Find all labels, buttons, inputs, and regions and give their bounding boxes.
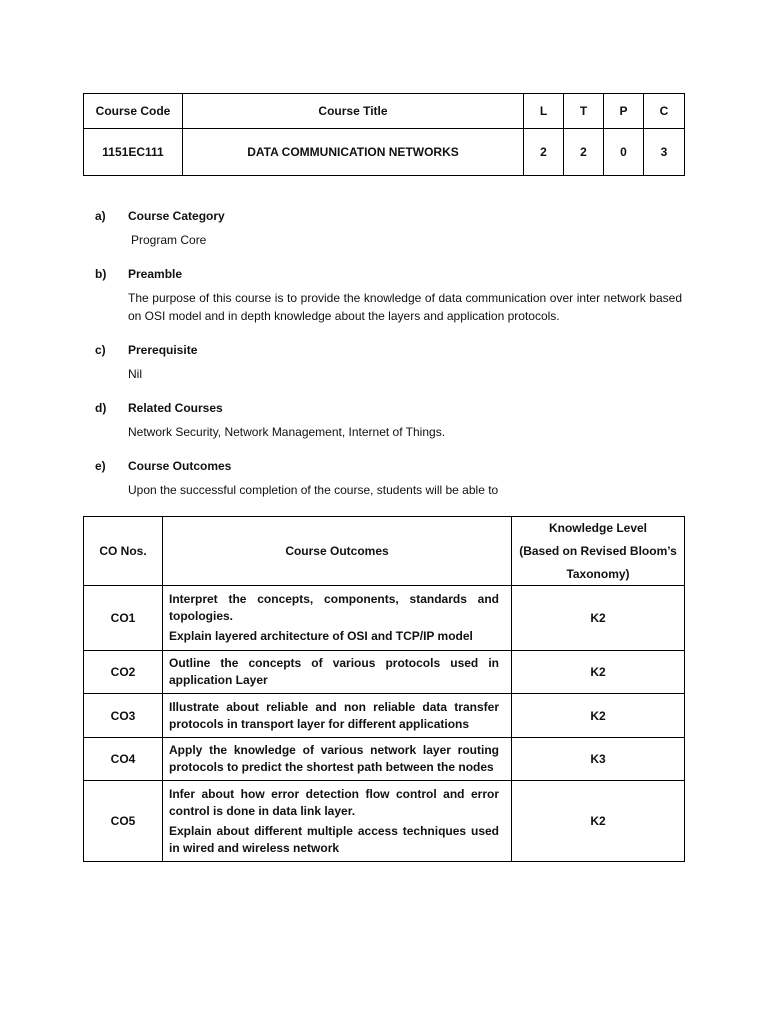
co-description-line: Illustrate about reliable and non reliable data transfer protocols in transport layer for different applications [169,699,499,731]
tutorial-header: T [564,94,604,129]
section-heading: Related Courses [128,401,223,415]
table-row [84,738,685,781]
section-preamble [95,267,685,325]
course-table-data-row [84,129,685,176]
co-number: CO5 [84,781,163,862]
co-description [163,738,512,781]
section-body: The purpose of this course is to provide the knowledge of data communication over inter network based on OSI model and in depth knowledge about the layers and application protocols. [128,291,682,323]
section-body: Nil [128,367,142,381]
section-body: Program Core [131,233,207,247]
knowledge-level: K2 [512,694,685,738]
credit-value: 3 [644,129,685,176]
section-related-courses [95,401,685,441]
co-description [163,694,512,738]
table-row [84,781,685,862]
section-heading: Prerequisite [128,343,198,357]
co-number: CO3 [84,694,163,738]
outcomes-header-row [84,517,685,586]
knowledge-level: K3 [512,738,685,781]
section-letter: b) [95,267,107,281]
course-title-value: DATA COMMUNICATION NETWORKS [183,129,524,176]
knowledge-level-header-line: Taxonomy) [566,567,630,581]
co-description [163,586,512,651]
co-description [163,781,512,862]
section-course-category [95,209,685,249]
knowledge-level: K2 [512,781,685,862]
table-row [84,651,685,694]
co-description-line: Interpret the concepts, components, standards and topologies. [169,592,499,623]
course-info-table [83,93,685,176]
knowledge-level-header-line: (Based on Revised Bloom’s [519,544,677,558]
course-code-value: 1151EC111 [84,129,183,176]
outcomes-header: Course Outcomes [163,517,512,586]
section-letter: a) [95,209,106,223]
knowledge-level: K2 [512,586,685,651]
co-description-line: Explain layered architecture of OSI and TCP/IP model [169,629,473,643]
co-description [163,651,512,694]
co-nos-header: CO Nos. [84,517,163,586]
co-number: CO1 [84,586,163,651]
section-course-outcomes [95,459,685,499]
co-number: CO2 [84,651,163,694]
course-outcomes-table [83,516,685,862]
section-heading: Course Category [128,209,225,223]
practical-header: P [604,94,644,129]
course-table-header-row [84,94,685,129]
section-letter: d) [95,401,107,415]
practical-value: 0 [604,129,644,176]
table-row [84,694,685,738]
co-description-line: Explain about different multiple access techniques used in wired and wireless network [169,823,499,855]
knowledge-level-header [512,517,685,586]
knowledge-level-header-line: Knowledge Level [548,521,648,535]
section-heading: Course Outcomes [128,459,232,473]
knowledge-level: K2 [512,651,685,694]
section-letter: c) [95,343,106,357]
section-body: Network Security, Network Management, Internet of Things. [128,425,446,439]
table-row [84,586,685,651]
section-letter: e) [95,459,106,473]
co-description-line: Infer about how error detection flow control and error control is done in data link layer. [169,786,499,818]
section-prerequisite [95,343,685,383]
section-body: Upon the successful completion of the course, students will be able to [128,483,499,497]
course-title-header: Course Title [183,94,524,129]
co-number: CO4 [84,738,163,781]
co-description-line: Outline the concepts of various protocols used in application Layer [169,656,499,687]
section-heading: Preamble [128,267,183,281]
co-description-line: Apply the knowledge of various network layer routing protocols to predict the shortest path between the nodes [169,743,499,774]
lecture-value: 2 [524,129,564,176]
course-code-header: Course Code [84,94,183,129]
tutorial-value: 2 [564,129,604,176]
lecture-header: L [524,94,564,129]
credit-header: C [644,94,685,129]
